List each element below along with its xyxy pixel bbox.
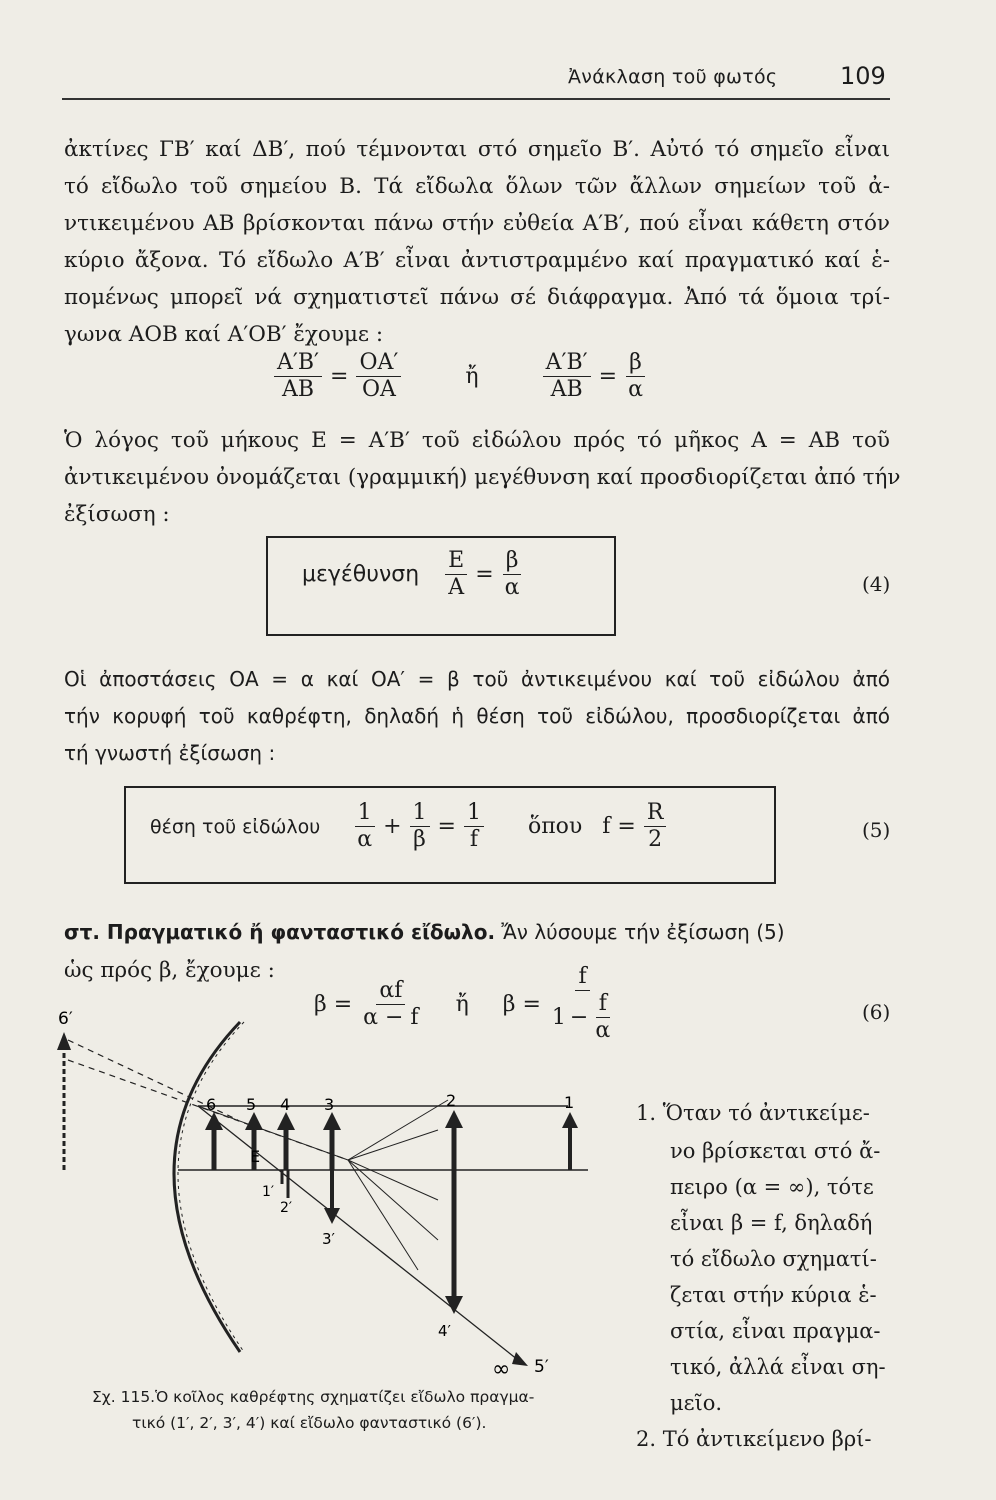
side-text-line: πειρο (α = ∞), τότε <box>670 1175 874 1199</box>
body-line: κύριο ἄξονα. Τό εἴδωλο Α′Β′ εἶναι ἀντιστραμμένο καί πραγματικό καί ἑ- <box>64 248 890 273</box>
equals-sign: = <box>330 364 349 389</box>
denominator: α <box>357 827 373 852</box>
label-2-prime: 2′ <box>280 1200 293 1216</box>
caption-line: Σχ. 115.Ὁ κοῖλος καθρέφτης σχηματίζει εἴδωλο πραγμα- <box>92 1388 535 1406</box>
magnification-equation <box>302 548 527 601</box>
arrow-head <box>445 1110 463 1128</box>
numerator: Ε <box>445 548 467 575</box>
label-E: E <box>250 1147 261 1166</box>
side-text-line: τικό, ἀλλά εἶναι ση- <box>670 1355 886 1379</box>
numerator: αf <box>376 978 405 1005</box>
body-line: ὡς πρός β, ἔχουμε : <box>64 958 275 983</box>
side-text-line: μεῖο. <box>670 1391 723 1415</box>
denominator: α − f <box>363 1004 419 1030</box>
label-6: 6 <box>206 1095 217 1114</box>
concave-mirror-arc <box>174 1022 240 1352</box>
numerator: ΟΑ′ <box>356 350 401 377</box>
equals-sign: = <box>598 364 618 389</box>
arrow-head <box>205 1112 223 1130</box>
label-5-prime: 5′ <box>534 1357 549 1377</box>
image-position-label: θέση τοῦ εἰδώλου <box>150 815 321 838</box>
body-line: τό εἴδωλο τοῦ σημείου Β. Τά εἴδωλα ὅλων τῶν ἄλλων σημείων τοῦ ἀ- <box>64 174 890 199</box>
section-heading: στ. Πραγματικό ἤ φανταστικό εἴδωλο. <box>64 920 496 944</box>
label-5: 5 <box>246 1095 257 1114</box>
side-text-line: 1. Ὅταν τό ἀντικείμε- <box>636 1101 870 1125</box>
or-word: ἤ <box>455 991 469 1017</box>
body-line: ἀκτίνες ΓΒ′ καί ΔΒ′, πού τέμνονται στό σημεῖο Β′. Αὐτό τό σημεῖο εἶναι <box>64 137 890 162</box>
denominator: ΟΑ <box>361 377 396 402</box>
equals-sign: = <box>437 814 456 839</box>
label-1-prime: 1′ <box>262 1184 275 1200</box>
numerator: f <box>596 991 610 1018</box>
arrow-head <box>323 1112 341 1130</box>
denominator: Α <box>448 575 465 600</box>
numerator: 1 <box>410 800 430 827</box>
beta-equals: β = <box>314 991 353 1017</box>
body-line: ἐξίσωση : <box>64 502 170 527</box>
body-line: τήν κορυφή τοῦ καθρέφτη, δηλαδή ἡ θέση τοῦ εἰδώλου, προσδιορίζεται ἀπό <box>64 704 890 728</box>
label-6-prime: 6′ <box>58 1009 73 1029</box>
side-text-line: νο βρίσκεται στό ἄ- <box>670 1139 881 1163</box>
denominator: α <box>628 377 643 402</box>
side-text-line: εἶναι β = f, δηλαδή <box>670 1211 873 1235</box>
equation-4-box <box>266 536 616 636</box>
numerator: 1 <box>355 800 375 827</box>
arrow-head <box>562 1112 578 1128</box>
header-rule <box>62 98 890 100</box>
side-text-line: 2. Τό ἀντικείμενο βρί- <box>636 1427 872 1451</box>
section-line <box>64 917 864 947</box>
arrow-head <box>245 1112 263 1130</box>
label-2: 2 <box>446 1091 457 1110</box>
beta-equals: β = <box>502 991 541 1017</box>
side-text-line: τό εἴδωλο σχηματί- <box>670 1247 877 1271</box>
body-line: πομένως μπορεῖ νά σχηματιστεῖ πάνω σέ διάφραγμα. Ἀπό τά ὅμοια τρί- <box>64 285 890 310</box>
denominator: ΑΒ <box>550 377 583 402</box>
body-line: ἀντικειμένου ὀνομάζεται (γραμμική) μεγέθυνση καί προσδιορίζεται ἀπό τήν <box>64 465 901 490</box>
page-number: 109 <box>840 62 886 90</box>
body-line: τή γνωστή ἐξίσωση : <box>64 741 276 765</box>
focal-length-eq: f = <box>602 814 636 839</box>
label-3: 3 <box>324 1095 335 1114</box>
mirror-equation <box>150 800 670 853</box>
denominator: α <box>504 575 520 600</box>
reflected-ray <box>348 1130 438 1160</box>
arrow-head <box>277 1112 295 1130</box>
equation-5-box <box>124 786 776 884</box>
body-line: γωνα ΑΟΒ καί Α′ΟΒ′ ἔχουμε : <box>64 322 384 347</box>
label-3-prime: 3′ <box>322 1230 335 1248</box>
infinity-symbol: ∞ <box>492 1357 511 1380</box>
side-text-line: ζεται στήν κύρια ἑ- <box>670 1283 877 1307</box>
reflected-ray <box>198 1106 518 1360</box>
section-text: Ἄν λύσουμε τήν ἐξίσωση (5) <box>501 920 785 944</box>
one: 1 <box>551 1004 566 1030</box>
numerator: β <box>503 548 522 575</box>
label-4-prime: 4′ <box>438 1322 451 1340</box>
arrow-head <box>512 1352 528 1366</box>
body-line: ντικειμένου ΑΒ βρίσκονται πάνω στήν εὐθεία Α′Β′, πού εἶναι κάθετη στόν <box>64 211 890 236</box>
body-line: Ὁ λόγος τοῦ μήκους Ε = Α′Β′ τοῦ εἰδώλου πρός τό μῆκος Α = ΑΒ τοῦ <box>64 428 890 453</box>
running-title: Ἀνάκλαση τοῦ φωτός <box>568 66 778 88</box>
plus-sign: + <box>383 814 402 839</box>
figure-caption <box>92 1384 632 1436</box>
equation-number: (5) <box>862 818 891 842</box>
reflected-ray <box>348 1160 438 1240</box>
equals-sign: = <box>475 562 494 587</box>
numerator: f <box>575 964 589 991</box>
reflected-ray <box>198 1106 348 1160</box>
numerator: Α′Β′ <box>543 350 591 377</box>
reflected-ray <box>348 1160 438 1200</box>
side-text-line: στία, εἶναι πραγμα- <box>670 1319 881 1343</box>
numerator: Α′Β′ <box>274 350 322 377</box>
numerator: 1 <box>464 800 484 827</box>
numerator: β <box>626 350 645 377</box>
equation-number: (4) <box>862 572 891 596</box>
or-word: ἤ <box>465 364 479 389</box>
denominator: 2 <box>648 827 663 852</box>
denominator: α <box>595 1018 611 1043</box>
label-4: 4 <box>280 1095 291 1114</box>
reflected-ray <box>348 1100 448 1160</box>
where-word: ὅπου <box>527 814 583 839</box>
equation-number: (6) <box>862 1000 891 1024</box>
caption-line: τικό (1′, 2′, 3′, 4′) καί εἴδωλο φανταστικό (6′). <box>132 1414 487 1432</box>
denominator: ΑΒ <box>281 377 315 402</box>
denominator: f <box>469 827 479 852</box>
magnification-label: μεγέθυνση <box>302 562 420 587</box>
body-line: Οἱ ἀποστάσεις ΟΑ = α καί ΟΑ′ = β τοῦ ἀντικειμένου καί τοῦ εἰδώλου ἀπό <box>64 667 890 691</box>
denominator: β <box>413 827 426 852</box>
ratio-equation <box>270 350 650 403</box>
numerator: R <box>644 800 667 827</box>
minus-sign: − <box>569 1004 589 1030</box>
label-1: 1 <box>564 1093 575 1112</box>
concave-mirror-diagram <box>48 1000 608 1380</box>
